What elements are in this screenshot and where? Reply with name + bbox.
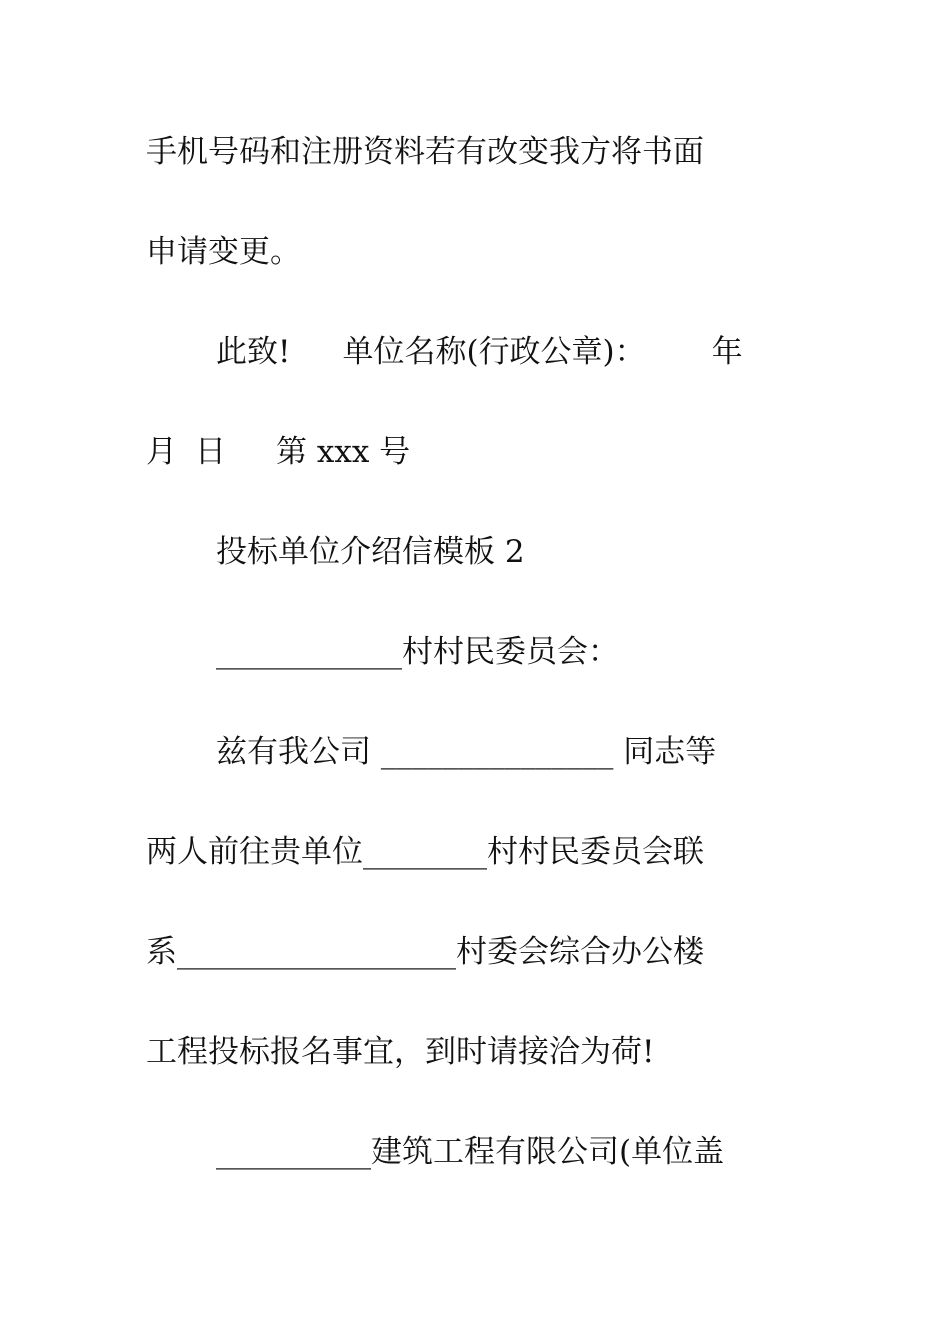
body-text: 兹有我公司 bbox=[216, 734, 371, 770]
month-label: 月 bbox=[146, 434, 177, 470]
body-text: 村委会综合办公楼 bbox=[456, 934, 704, 970]
blank-field: _______________ bbox=[380, 734, 614, 770]
number-label: 第 xxx 号 bbox=[276, 434, 411, 470]
salutation: 此致! bbox=[216, 334, 291, 370]
line-text: 申请变更。 bbox=[146, 234, 301, 270]
line-text: 手机号码和注册资料若有改变我方将书面 bbox=[146, 134, 704, 170]
blank-field: __________________ bbox=[177, 934, 456, 970]
addressee-text: 村村民委员会： bbox=[402, 634, 619, 670]
paragraph-line-1 bbox=[146, 127, 806, 177]
signature-line bbox=[216, 1127, 876, 1177]
body-text: 村村民委员会联 bbox=[487, 834, 704, 870]
body-text: 两人前往贵单位 bbox=[146, 834, 363, 870]
body-line-4 bbox=[146, 1027, 806, 1077]
body-line-3 bbox=[146, 927, 806, 977]
day-label: 日 bbox=[195, 434, 226, 470]
heading-text: 投标单位介绍信模板 2 bbox=[216, 534, 525, 570]
body-text: 同志等 bbox=[623, 734, 717, 770]
blank-field: __________ bbox=[216, 1134, 371, 1170]
date-number-line bbox=[146, 427, 806, 477]
unit-name-label: 单位名称(行政公章)： bbox=[342, 334, 646, 370]
company-text: 建筑工程有限公司(单位盖 bbox=[371, 1134, 725, 1170]
salutation-line bbox=[216, 327, 876, 377]
year-label: 年 bbox=[711, 334, 743, 370]
blank-field: ____________ bbox=[216, 634, 402, 670]
template-heading bbox=[216, 527, 876, 577]
paragraph-line-2 bbox=[146, 227, 806, 277]
body-text: 系 bbox=[146, 934, 177, 970]
body-text: 工程投标报名事宜，到时请接洽为荷! bbox=[146, 1034, 655, 1070]
blank-field: ________ bbox=[363, 834, 487, 870]
body-line-2 bbox=[146, 827, 806, 877]
addressee-line bbox=[216, 627, 876, 677]
body-line-1 bbox=[216, 727, 876, 777]
